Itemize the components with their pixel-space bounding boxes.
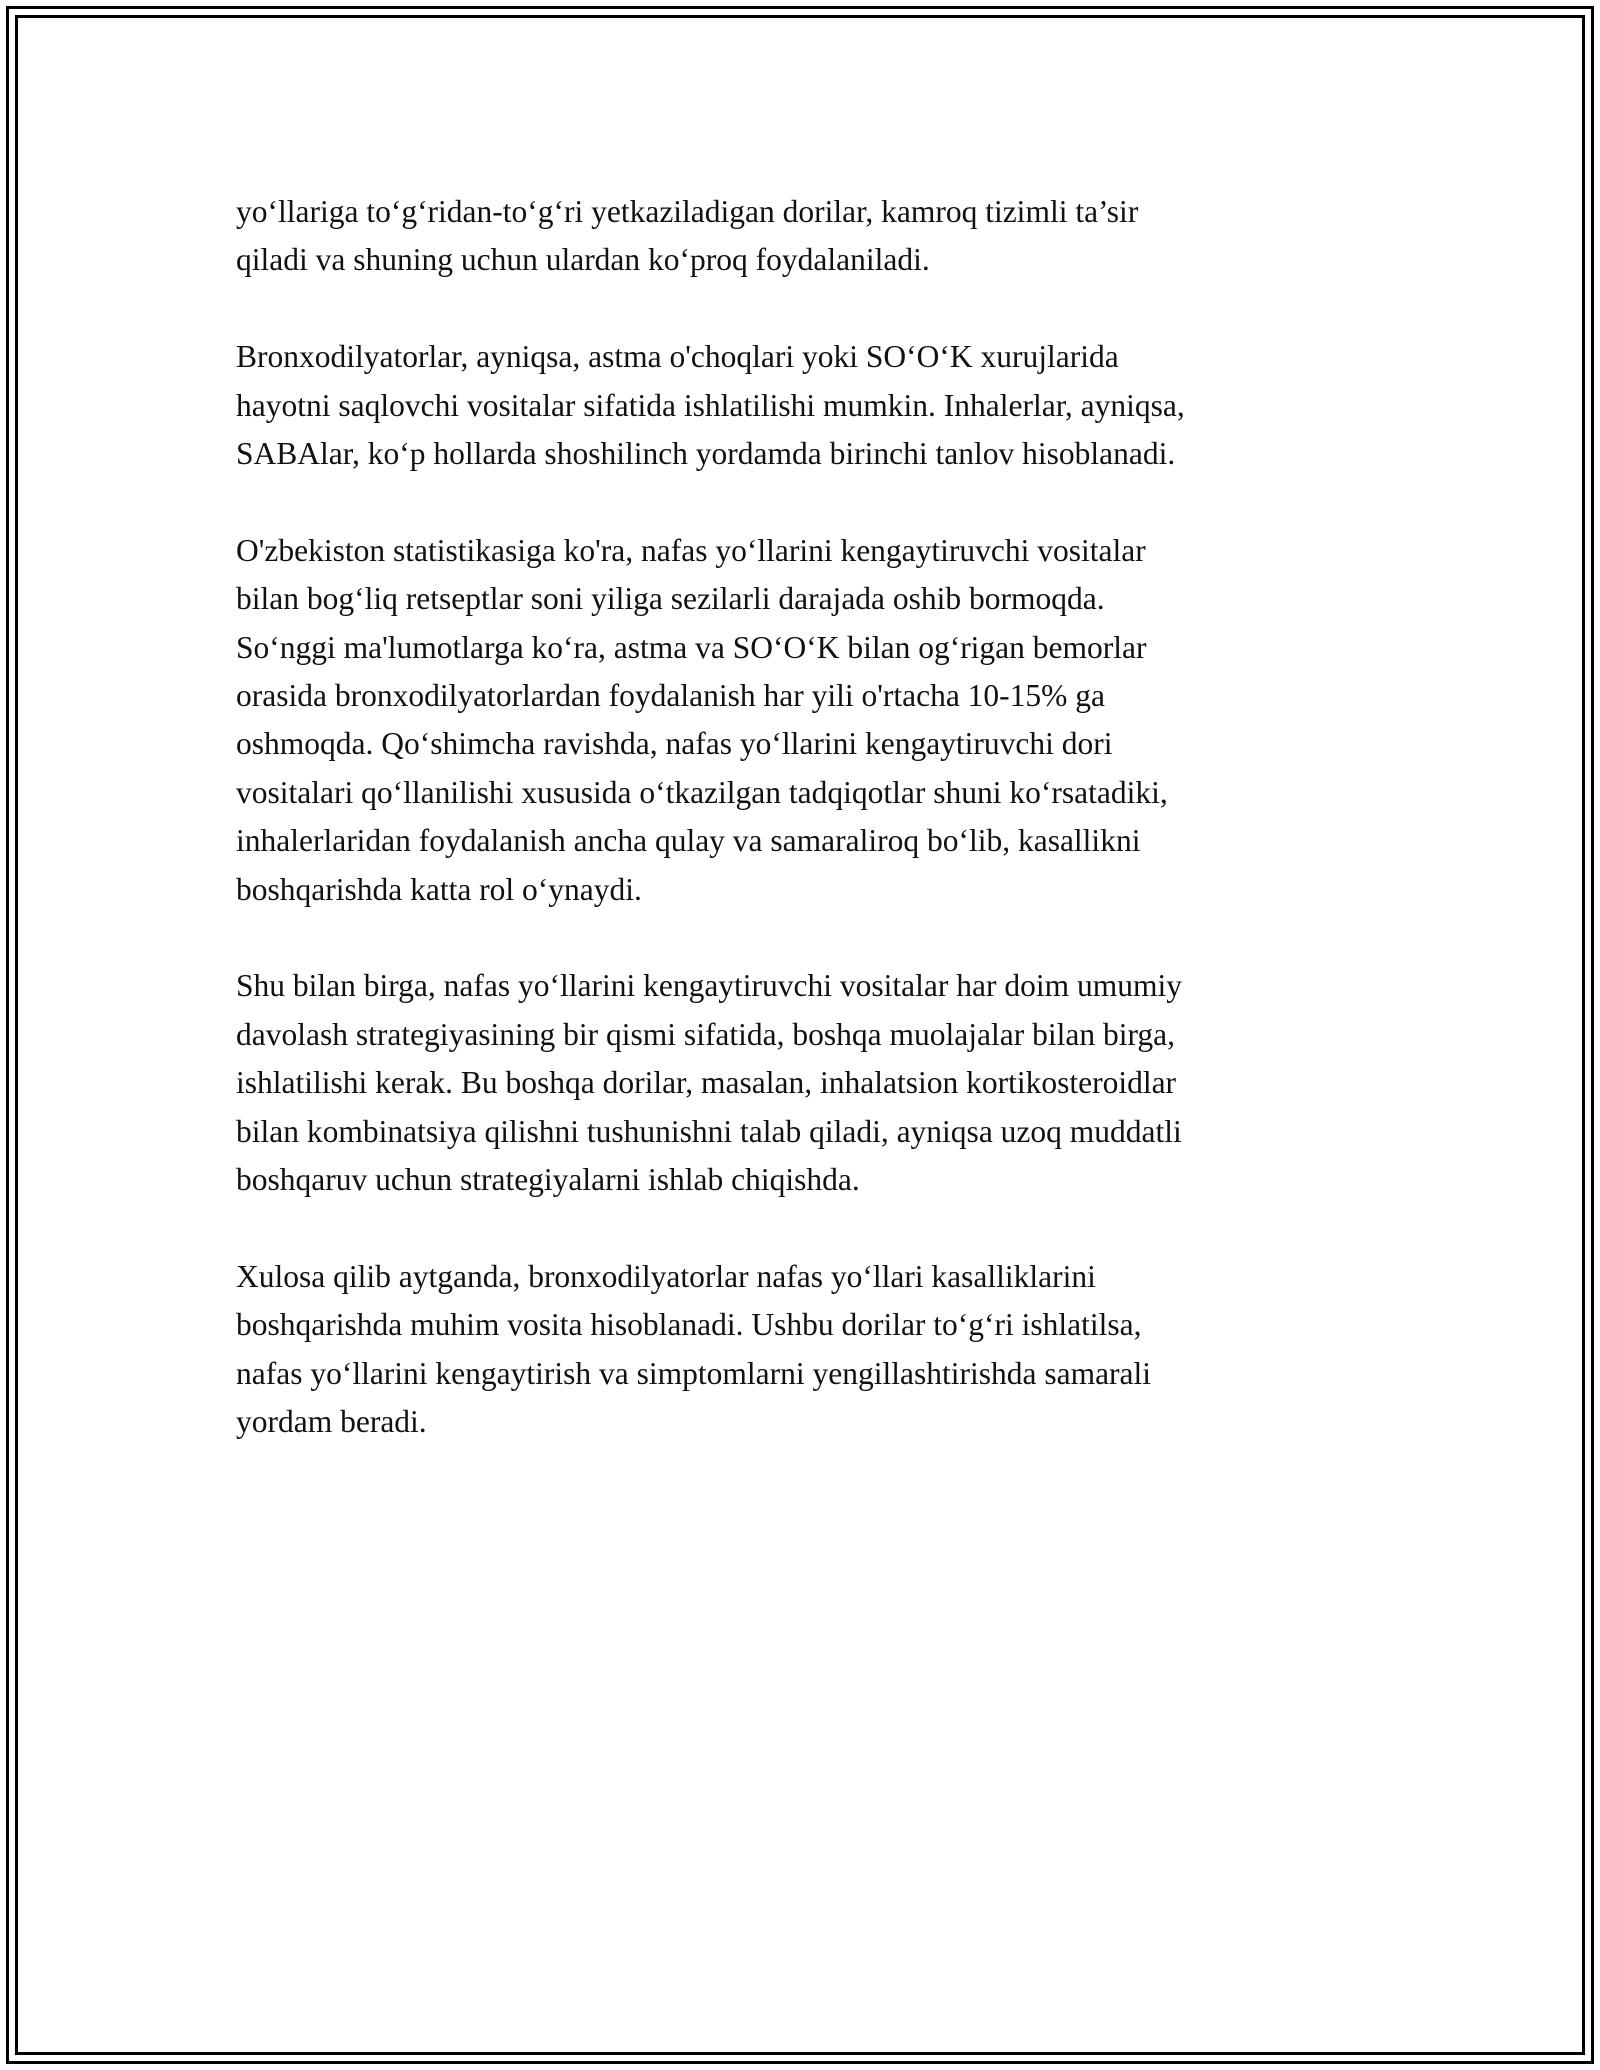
text-line: orasida bronxodilyatorlardan foydalanish har yili o'rtacha 10-15% ga: [236, 678, 1106, 714]
text-line: hayotni saqlovchi vositalar sifatida ishlatilishi mumkin. Inhalerlar, ayniqsa,: [236, 387, 1185, 423]
text-line: Bronxodilyatorlar, ayniqsa, astma o'choqlari yoki SO‘O‘K xurujlarida: [236, 339, 1119, 375]
text-line: yordam beradi.: [236, 1404, 427, 1440]
text-line: SABAlar, ko‘p hollarda shoshilinch yordamda birinchi tanlov hisoblanadi.: [236, 436, 1176, 472]
text-line: nafas yo‘llarini kengaytirish va simptomlarni yengillashtirishda samarali: [236, 1355, 1152, 1391]
paragraph-5: [236, 1253, 1376, 1447]
text-line: oshmoqda. Qo‘shimcha ravishda, nafas yo‘llarini kengaytiruvchi dori: [236, 726, 1113, 762]
text-line: inhalerlaridan foydalanish ancha qulay va samaraliroq bo‘lib, kasallikni: [236, 823, 1141, 859]
paragraph-2: [236, 333, 1376, 478]
text-line: So‘nggi ma'lumotlarga ko‘ra, astma va SO‘O‘K bilan og‘rigan bemorlar: [236, 629, 1147, 665]
text-line: boshqaruv uchun strategiyalarni ishlab chiqishda.: [236, 1162, 860, 1198]
text-line: yo‘llariga to‘g‘ridan-to‘g‘ri yetkaziladigan dorilar, kamroq tizimli ta’sir: [236, 194, 1139, 229]
text-line: davolash strategiyasining bir qismi sifatida, boshqa muolajalar bilan birga,: [236, 1016, 1175, 1052]
text-line: vositalari qo‘llanilishi xususida o‘tkazilgan tadqiqotlar shuni ko‘rsatadiki,: [236, 774, 1168, 810]
text-line: bilan bog‘liq retseptlar soni yiliga sezilarli darajada oshib bormoqda.: [236, 581, 1105, 617]
text-line: Xulosa qilib aytganda, bronxodilyatorlar nafas yo‘llari kasalliklarini: [236, 1258, 1096, 1294]
text-line: bilan kombinatsiya qilishni tushunishni talab qiladi, ayniqsa uzoq muddatli: [236, 1113, 1182, 1149]
text-line: ishlatilishi kerak. Bu boshqa dorilar, masalan, inhalatsion kortikosteroidlar: [236, 1065, 1177, 1101]
text-line: qiladi va shuning uchun ulardan ko‘proq foydalaniladi.: [236, 242, 930, 278]
paragraph-3: [236, 527, 1376, 914]
text-line: boshqarishda muhim vosita hisoblanadi. Ushbu dorilar to‘g‘ri ishlatilsa,: [236, 1307, 1142, 1343]
text-line: boshqarishda katta rol o‘ynaydi.: [236, 871, 642, 907]
document-body: [236, 188, 1376, 1495]
text-line: O'zbekiston statistikasiga ko'ra, nafas yo‘llarini kengaytiruvchi vositalar: [236, 532, 1146, 568]
text-line: Shu bilan birga, nafas yo‘llarini kengaytiruvchi vositalar har doim umumiy: [236, 968, 1182, 1004]
paragraph-4: [236, 962, 1376, 1204]
paragraph-1: [236, 188, 1376, 285]
